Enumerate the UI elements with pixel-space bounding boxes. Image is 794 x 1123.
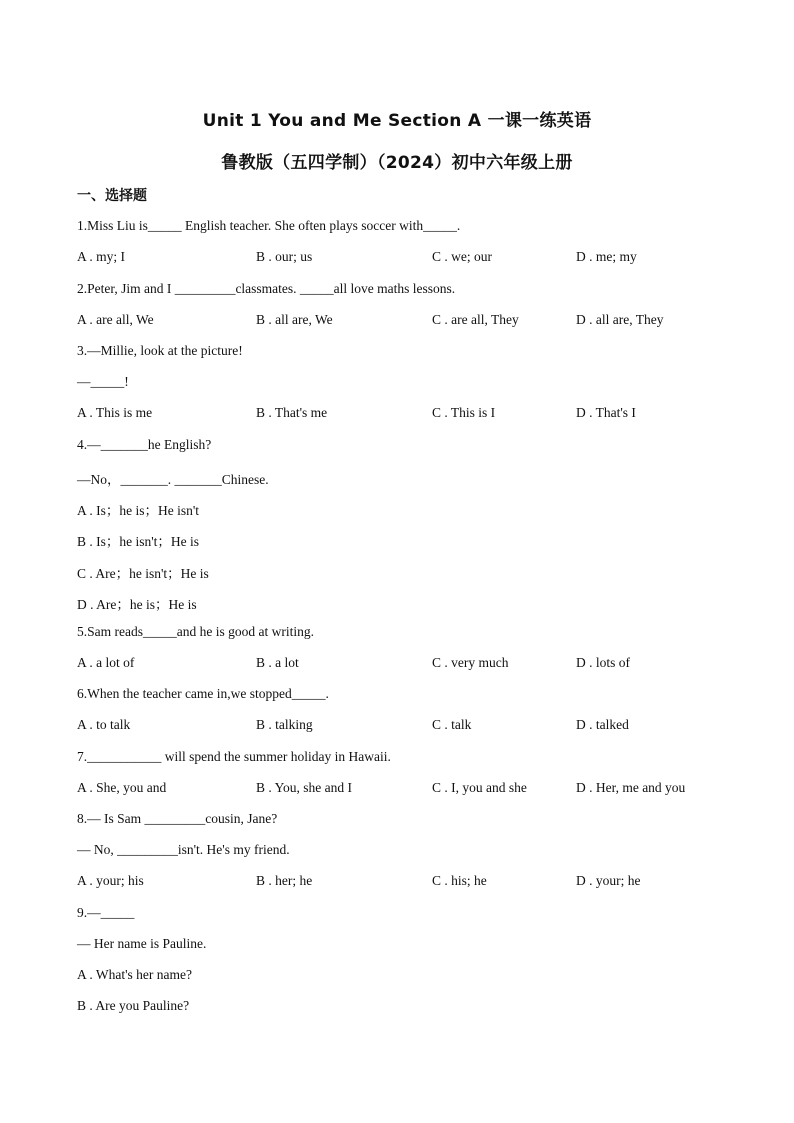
q6-option-c[interactable]: C . talk	[432, 717, 472, 732]
document-subtitle: 鲁教版（五四学制）（2024）初中六年级上册	[221, 153, 573, 173]
q4-option-c[interactable]: C . Are；he isn't；He is	[77, 566, 209, 581]
q9-option-b[interactable]: B . Are you Pauline?	[77, 998, 190, 1013]
question-4-stem-line2: —No，_______. _______Chinese.	[77, 472, 269, 487]
q9-option-a[interactable]: A . What's her name?	[77, 967, 193, 982]
q3-option-a[interactable]: A . This is me	[77, 405, 153, 420]
question-3-stem-line2: —_____!	[77, 374, 129, 389]
q5-option-d[interactable]: D . lots of	[576, 655, 630, 670]
q6-option-b[interactable]: B . talking	[256, 717, 313, 732]
question-2-stem: 2.Peter, Jim and I _________classmates. _____all love maths lessons.	[77, 281, 456, 296]
q1-option-c[interactable]: C . we; our	[432, 249, 492, 264]
q3-option-b[interactable]: B . That's me	[256, 405, 328, 420]
document-title: Unit 1 You and Me Section A 一课一练英语	[202, 111, 592, 131]
q3-option-c[interactable]: C . This is I	[432, 405, 496, 420]
question-7-stem: 7.___________ will spend the summer holiday in Hawaii.	[77, 749, 391, 764]
q4-option-a[interactable]: A . Is；he is；He isn't	[77, 503, 200, 518]
q2-option-c[interactable]: C . are all, They	[432, 312, 519, 327]
q2-option-a[interactable]: A . are all, We	[77, 312, 154, 327]
q1-option-a[interactable]: A . my; I	[77, 249, 126, 264]
question-4-stem: 4.—_______he English?	[77, 437, 212, 452]
q5-option-b[interactable]: B . a lot	[256, 655, 299, 670]
q4-option-d[interactable]: D . Are；he is；He is	[77, 597, 197, 612]
q7-option-a[interactable]: A . She, you and	[77, 780, 167, 795]
q6-option-d[interactable]: D . talked	[576, 717, 629, 732]
q8-option-c[interactable]: C . his; he	[432, 873, 487, 888]
question-8-stem-line2: — No, _________isn't. He's my friend.	[77, 842, 290, 857]
question-1-stem: 1.Miss Liu is_____ English teacher. She often plays soccer with_____.	[77, 218, 461, 233]
q8-option-b[interactable]: B . her; he	[256, 873, 313, 888]
q8-option-d[interactable]: D . your; he	[576, 873, 641, 888]
q4-option-b[interactable]: B . Is；he isn't；He is	[77, 534, 200, 549]
question-9-stem: 9.—_____	[77, 905, 135, 920]
q6-option-a[interactable]: A . to talk	[77, 717, 131, 732]
q2-option-b[interactable]: B . all are, We	[256, 312, 333, 327]
q1-option-b[interactable]: B . our; us	[256, 249, 313, 264]
q7-option-b[interactable]: B . You, she and I	[256, 780, 353, 795]
question-3-stem: 3.—Millie, look at the picture!	[77, 343, 243, 358]
question-9-stem-line2: — Her name is Pauline.	[77, 936, 207, 951]
q2-option-d[interactable]: D . all are, They	[576, 312, 664, 327]
q3-option-d[interactable]: D . That's I	[576, 405, 636, 420]
question-8-stem: 8.— Is Sam _________cousin, Jane?	[77, 811, 278, 826]
q8-option-a[interactable]: A . your; his	[77, 873, 144, 888]
q7-option-d[interactable]: D . Her, me and you	[576, 780, 686, 795]
question-5-stem: 5.Sam reads_____and he is good at writing.	[77, 624, 314, 639]
q1-option-d[interactable]: D . me; my	[576, 249, 637, 264]
question-6-stem: 6.When the teacher came in,we stopped_____.	[77, 686, 329, 701]
q7-option-c[interactable]: C . I, you and she	[432, 780, 527, 795]
section-heading: 一、选择题	[77, 188, 147, 204]
q5-option-c[interactable]: C . very much	[432, 655, 509, 670]
q5-option-a[interactable]: A . a lot of	[77, 655, 135, 670]
